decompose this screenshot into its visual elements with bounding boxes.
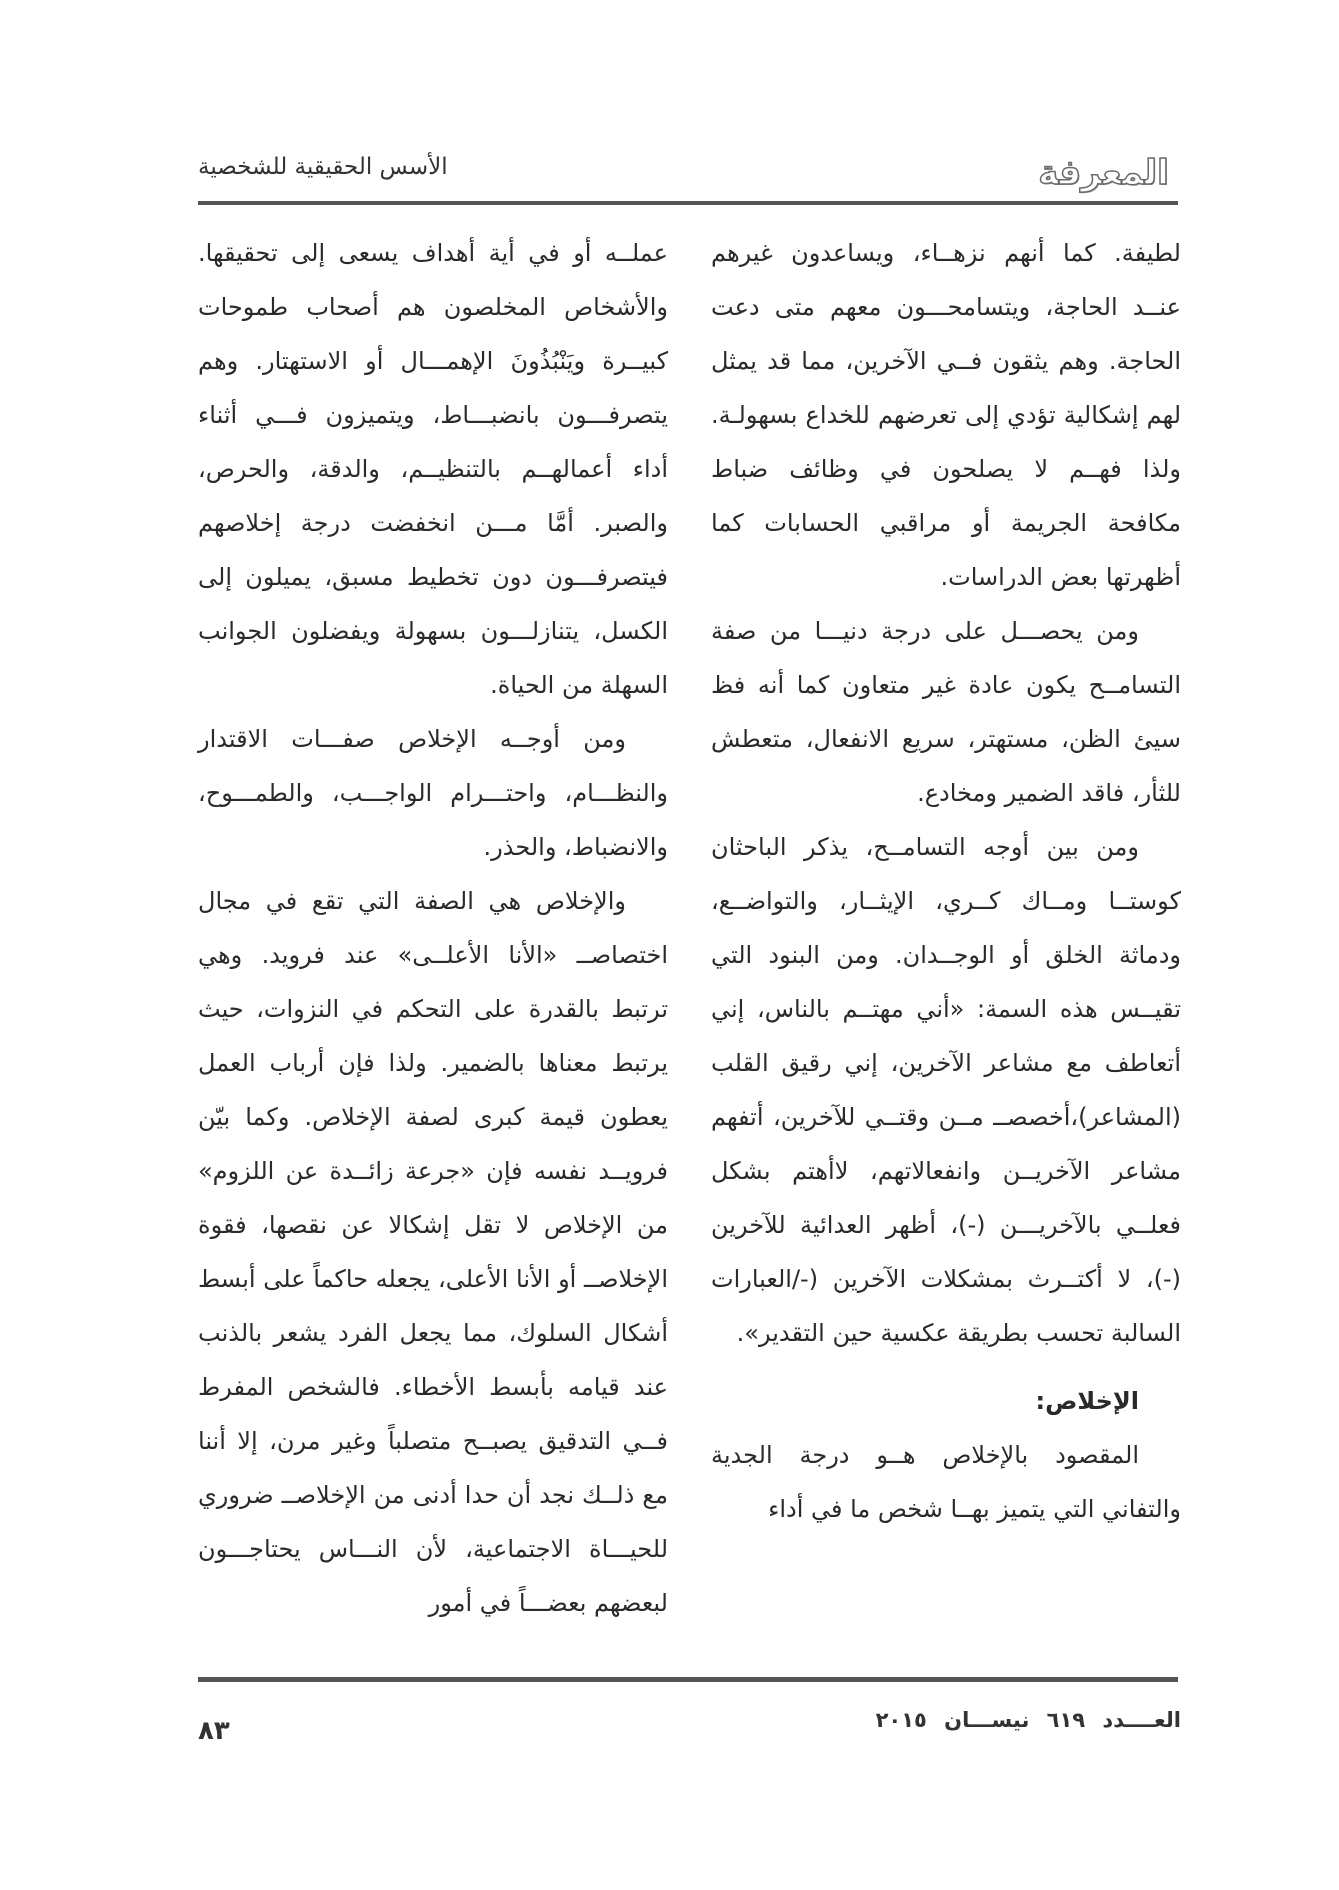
magazine-logo: المعرفة	[1038, 153, 1169, 193]
page-number: ٨٣	[198, 1716, 230, 1746]
issue-info: العــــدد ٦١٩ نيســـان ٢٠١٥	[875, 1708, 1181, 1732]
header-divider	[198, 201, 1178, 205]
left-column	[198, 226, 668, 1630]
paragraph: المقصود بالإخلاص هــو درجة الجدية والتفاني التي يتميز بهــا شخص ما في أداء	[711, 1441, 1181, 1523]
section-heading: الإخلاص:	[1035, 1387, 1139, 1415]
footer-divider	[198, 1677, 1178, 1682]
running-title: الأسس الحقيقية للشخصية	[198, 154, 448, 180]
paragraph: ومن يحصـــل على درجة دنيـــا من صفة التسامــح يكون عادة غير متعاون كما أنه فظ سيئ الظن، مستهتر، سريع الانفعال، متعطش للثأر، فاقد الضمير ومخادع.	[711, 617, 1181, 807]
paragraph: ومن أوجــه الإخلاص صفـــات الاقتدار والنظـــام، واحتـــرام الواجـــب، والطمـــوح، والانضباط، والحذر.	[198, 725, 668, 861]
right-column	[711, 226, 1181, 1536]
paragraph: لطيفة. كما أنهم نزهــاء، ويساعدون غيرهم عنــد الحاجة، ويتسامحـــون معهم متى دعت الحاجة. وهم يثقون فــي الآخرين، مما قد يمثل لهم إشكالية تؤدي إلى تعرضهم للخداع بسهولـة. ولذا فهــم لا يصلحون في وظائف ضباط مكافحة الجريمة أو مراقبي الحسابات كما أظهرتها بعض الدراسات.	[711, 239, 1181, 591]
paragraph: عملــه أو في أية أهداف يسعى إلى تحقيقها. والأشخاص المخلصون هم أصحاب طموحات كبيــرة ويَنْبُذُونَ الإهمـــال أو الاستهتار. وهم يتصرفـــون بانضبـــاط، ويتميزون فـــي أثناء أداء أعمالهــم بالتنظيــم، والدقة، والحرص، والصبر. أمَّا مـــن انخفضت درجة إخلاصهم فيتصرفـــون دون تخطيط مسبق، يميلون إلى الكسل، يتنازلـــون بسهولة ويفضلون الجوانب السهلة من الحياة.	[198, 239, 668, 699]
paragraph: ومن بين أوجه التسامــح، يذكر الباحثان كوستــا ومــاك كــري، الإيثــار، والتواضــع، ودماثة الخلق أو الوجــدان. ومن البنود التي تقيــس هذه السمة: «أني مهتــم بالناس، إني أتعاطف مع مشاعر الآخرين، إني رقيق القلب (المشاعر)،أخصصــ مــن وقتــي للآخرين، أتفهم مشاعر الآخريــن وانفعالاتهم، لاأهتم بشكل فعلــي بالآخريـــن (-)، أظهر العدائية للآخرين (-)، لا أكتــرث بمشكلات الآخرين (-/العبارات السالبة تحسب بطريقة عكسية حين التقدير».	[711, 833, 1181, 1347]
paragraph: والإخلاص هي الصفة التي تقع في مجال اختصاصــ «الأنا الأعلــى» عند فرويد. وهي ترتبط بالقدرة على التحكم في النزوات، حيث يرتبط معناها بالضمير. ولذا فإن أرباب العمل يعطون قيمة كبرى لصفة الإخلاص. وكما بيّن فرويــد نفسه فإن «جرعة زائــدة عن اللزوم» من الإخلاص لا تقل إشكالا عن نقصها، فقوة الإخلاصــ أو الأنا الأعلى، يجعله حاكماً على أبسط أشكال السلوك، مما يجعل الفرد يشعر بالذنب عند قيامه بأبسط الأخطاء. فالشخص المفرط فــي التدقيق يصبــح متصلباً وغير مرن، إلا أننا مع ذلــك نجد أن حدا أدنى من الإخلاصــ ضروري للحيـــاة الاجتماعية، لأن النـــاس يحتاجـــون لبعضهم بعضـــاً في أمور	[198, 887, 668, 1617]
